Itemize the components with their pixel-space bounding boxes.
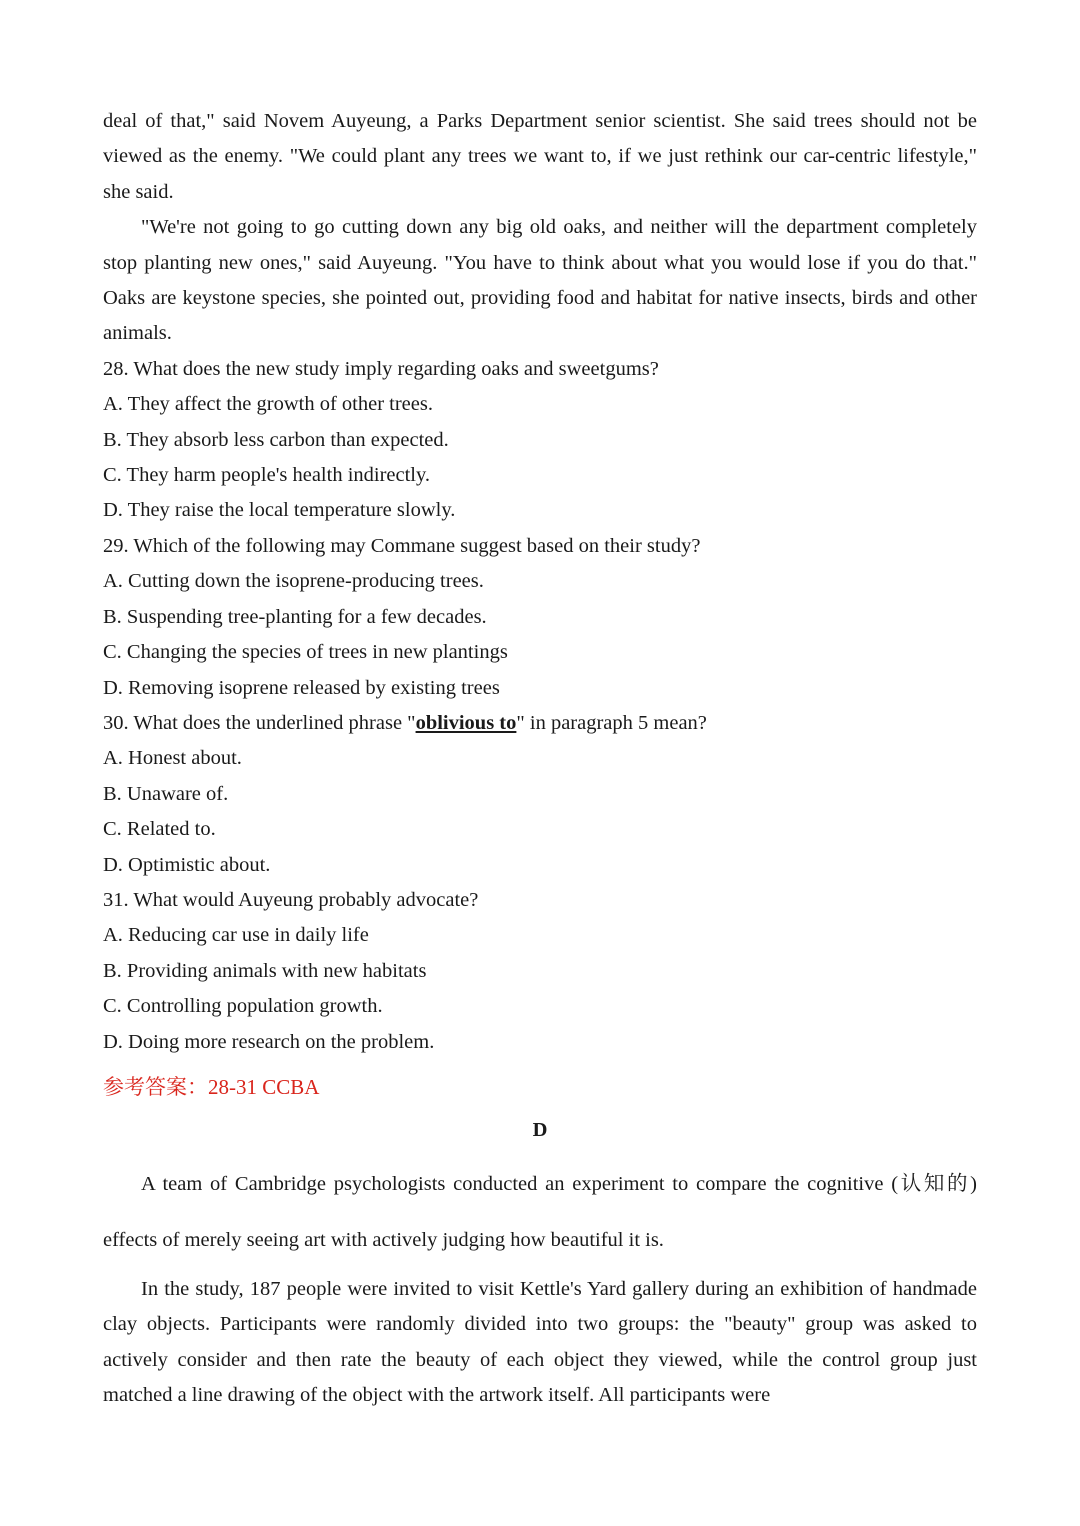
- passage-c-paragraph-2: "We're not going to go cutting down any big old oaks, and neither will the department completely stop planting new ones," said Auyeung. "You have to think about what you would lose if you do that." Oaks are keystone species, she pointed out, providing food and habitat for native insects, birds and other animals.: [103, 216, 977, 345]
- option-b: B. They absorb less carbon than expected.: [103, 428, 449, 451]
- document-page: [103, 104, 977, 1414]
- option-a: A. They affect the growth of other trees.: [103, 393, 433, 416]
- underlined-phrase: oblivious to: [415, 711, 517, 734]
- option-c: C. Changing the species of trees in new plantings: [103, 641, 508, 664]
- option-c: C. Related to.: [103, 818, 216, 841]
- question-stem: 29. Which of the following may Commane suggest based on their study?: [103, 534, 701, 557]
- section-title-d: D: [532, 1118, 548, 1141]
- question-31: [103, 883, 977, 1060]
- question-stem: 28. What does the new study imply regarding oaks and sweetgums?: [103, 357, 659, 380]
- option-b: B. Unaware of.: [103, 782, 229, 805]
- option-d: D. They raise the local temperature slowly.: [103, 499, 456, 522]
- option-d: D. Removing isoprene released by existing trees: [103, 676, 500, 699]
- option-d: D. Optimistic about.: [103, 853, 271, 876]
- option-a: A. Reducing car use in daily life: [103, 924, 369, 947]
- option-b: B. Providing animals with new habitats: [103, 959, 427, 982]
- passage-d-paragraph-1: A team of Cambridge psychologists conducted an experiment to compare the cognitive (认知的) effects of merely seeing art with actively judging how beautiful it is.: [103, 1172, 977, 1251]
- answer-key: 参考答案：28-31 CCBA: [103, 1074, 320, 1099]
- passage-d-paragraph-2: In the study, 187 people were invited to visit Kettle's Yard gallery during an exhibition of handmade clay objects. Participants were randomly divided into two groups: the "beauty" group was asked to actively consider and then rate the beauty of each object they viewed, while the control group just matched a line drawing of the object with the artwork itself. All participants were: [103, 1277, 977, 1407]
- question-28: [103, 352, 977, 529]
- question-stem-end: " in paragraph 5 mean?: [516, 711, 707, 734]
- question-29: [103, 529, 977, 706]
- question-stem-start: 30. What does the underlined phrase ": [103, 711, 416, 734]
- option-a: A. Honest about.: [103, 747, 242, 770]
- option-d: D. Doing more research on the problem.: [103, 1030, 435, 1053]
- passage-c-paragraph-1: deal of that," said Novem Auyeung, a Parks Department senior scientist. She said trees should not be viewed as the enemy. "We could plant any trees we want to, if we just rethink our car-centric lifestyle," she said.: [103, 110, 977, 203]
- option-c: C. They harm people's health indirectly.: [103, 464, 431, 487]
- option-c: C. Controlling population growth.: [103, 995, 383, 1018]
- question-30: [103, 706, 977, 883]
- option-a: A. Cutting down the isoprene-producing trees.: [103, 570, 484, 593]
- question-stem: 31. What would Auyeung probably advocate?: [103, 888, 479, 911]
- question-stem: [103, 706, 977, 741]
- option-b: B. Suspending tree-planting for a few decades.: [103, 605, 487, 628]
